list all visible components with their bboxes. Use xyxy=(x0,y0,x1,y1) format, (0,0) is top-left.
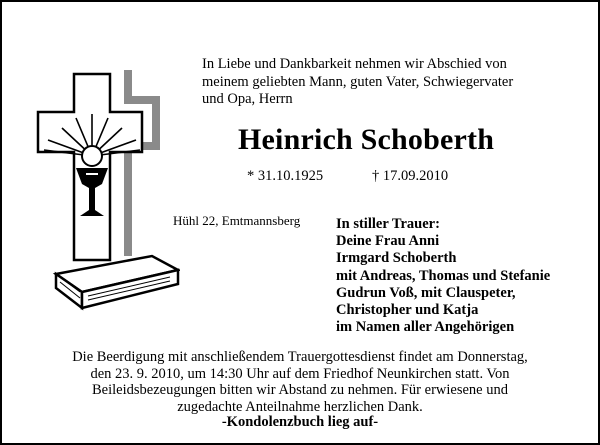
mourners-line: Deine Frau Anni xyxy=(336,233,440,250)
funeral-line: den 23. 9. 2010, um 14:30 Uhr auf dem Friedhof Neunkirchen statt. Von xyxy=(90,365,510,382)
funeral-line: Die Beerdigung mit anschließendem Trauergottesdienst findet am Donnerstag, xyxy=(72,349,528,365)
mourners-line: mit Andreas, Thomas und Stefanie xyxy=(336,267,551,284)
intro-text xyxy=(202,56,592,109)
funeral-line: zugedachte Anteilnahme herzlichen Dank. xyxy=(177,398,423,415)
birth-date: * 31.10.1925 xyxy=(247,168,324,184)
intro-line: meinem geliebten Mann, guten Vater, Schwiegervater xyxy=(202,73,514,90)
mourners-line: Christopher und Katja xyxy=(336,302,479,319)
deceased-name: Heinrich Schoberth xyxy=(238,123,495,156)
mourners-line: Irmgard Schoberth xyxy=(336,250,457,267)
intro-line: und Opa, Herrn xyxy=(202,91,293,107)
condolence-book-note: -Kondolenzbuch lieg auf- xyxy=(221,414,379,430)
cross-with-chalice-and-book-icon xyxy=(30,70,180,326)
funeral-line: Beileidsbezeugungen bitten wir Abstand zu nehmen. Für erwiesene und xyxy=(92,382,508,399)
death-date: † 17.09.2010 xyxy=(372,168,449,184)
address: Hühl 22, Emtmannsberg xyxy=(173,213,301,228)
mourners-line: im Namen aller Angehörigen xyxy=(336,319,515,336)
mourners-line: Gudrun Voß, mit Clauspeter, xyxy=(336,284,516,301)
mourners-list xyxy=(336,216,596,336)
intro-line: In Liebe und Dankbarkeit nehmen wir Abschied von xyxy=(202,56,507,72)
funeral-details xyxy=(22,349,578,415)
mourners-line: In stiller Trauer: xyxy=(336,216,440,232)
